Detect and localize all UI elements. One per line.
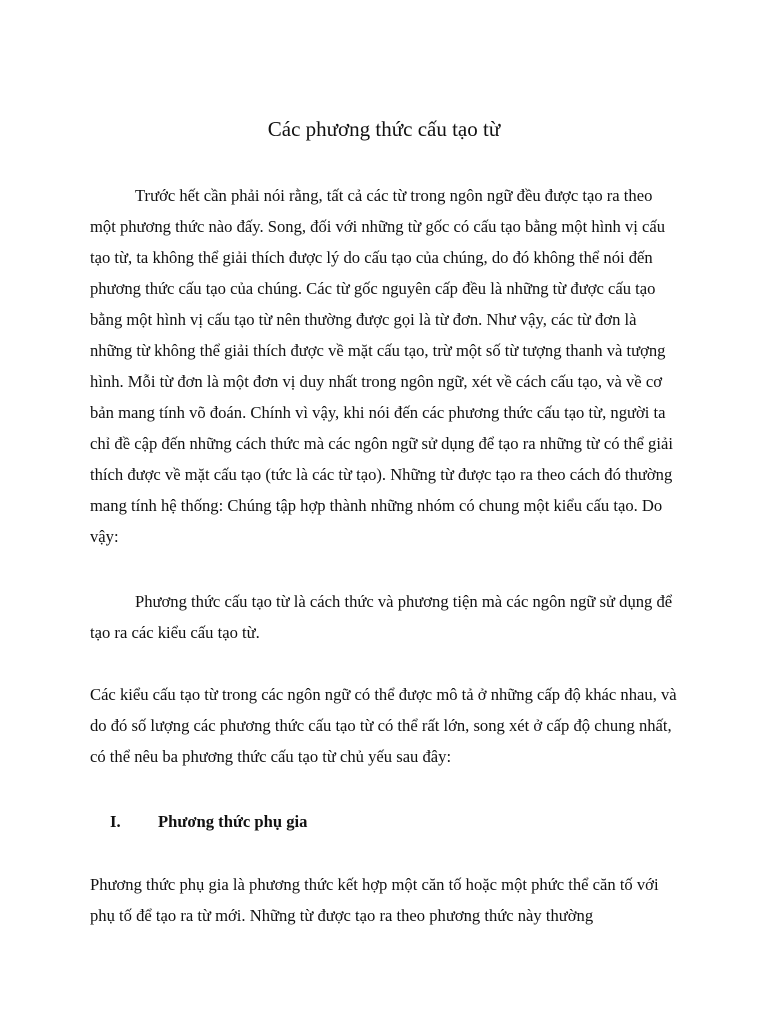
document-title: Các phương thức cấu tạo từ (267, 117, 501, 141)
section-number: I. (110, 812, 121, 831)
paragraph-affixation: Phương thức phụ gia là phương thức kết hợp một căn tố hoặc một phức thể căn tố với phụ tố để tạo ra từ mới. Những từ được tạo ra theo phương thức này thường (90, 875, 659, 925)
paragraph-intro: Trước hết cần phải nói rằng, tất cả các từ trong ngôn ngữ đều được tạo ra theo một phương thức nào đấy. Song, đối với những từ gốc có cấu tạo bằng một hình vị cấu tạo từ, ta không thể giải thích được lý do cấu tạo của chúng, do đó không thể nói đến phương thức cấu tạo của chúng. Các từ gốc nguyên cấp đều là những từ được cấu tạo bằng một hình vị cấu tạo từ nên thường được gọi là từ đơn. Như vậy, các từ đơn là những từ không thể giải thích được về mặt cấu tạo, trừ một số từ tượng thanh và tượng hình. Mỗi từ đơn là một đơn vị duy nhất trong ngôn ngữ, xét về cách cấu tạo, và về cơ bản mang tính võ đoán. Chính vì vậy, khi nói đến các phương thức cấu tạo từ, người ta chỉ đề cập đến những cách thức mà các ngôn ngữ sử dụng để tạo ra những từ có thể giải thích được về mặt cấu tạo (tức là các từ tạo). Những từ được tạo ra theo cách đó thường mang tính hệ thống: Chúng tập hợp thành những nhóm có chung một kiểu cấu tạo. Do vậy: (90, 186, 673, 546)
paragraph-types: Các kiểu cấu tạo từ trong các ngôn ngữ có thể được mô tả ở những cấp độ khác nhau, và do đó số lượng các phương thức cấu tạo từ có thể rất lớn, song xét ở cấp độ chung nhất, có thể nêu ba phương thức cấu tạo từ chủ yếu sau đây: (90, 685, 677, 766)
paragraph-definition: Phương thức cấu tạo từ là cách thức và phương tiện mà các ngôn ngữ sử dụng để tạo ra các kiểu cấu tạo từ. (90, 592, 673, 642)
section-heading (110, 806, 307, 837)
section-title: Phương thức phụ gia (158, 812, 308, 831)
